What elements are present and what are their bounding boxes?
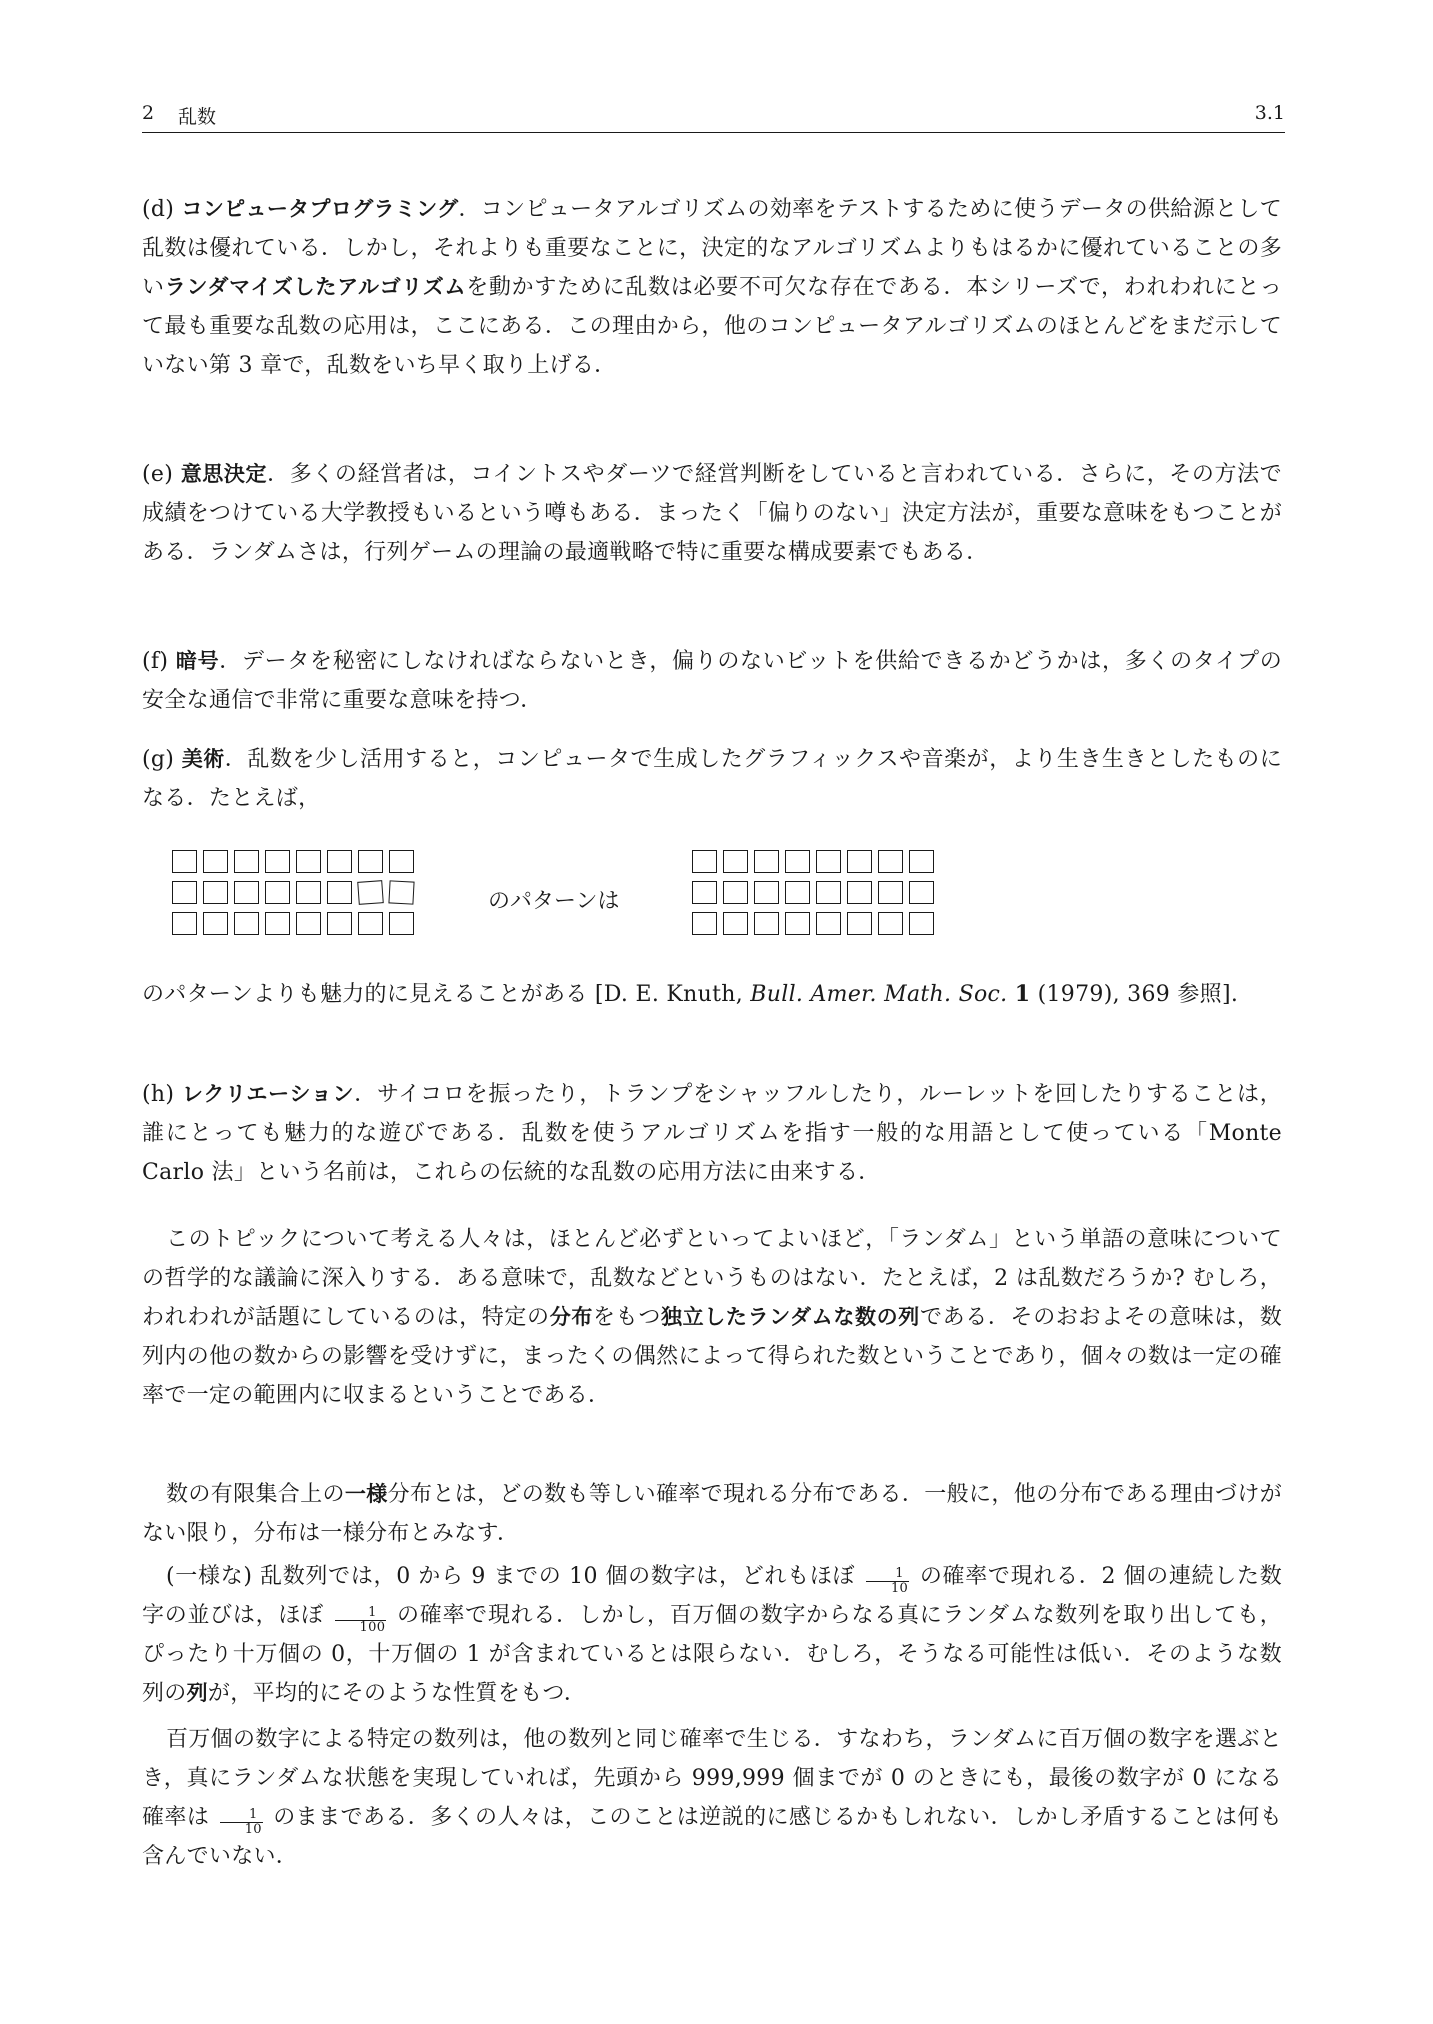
square [203, 912, 228, 935]
pattern-grid-irregular [172, 850, 414, 943]
square [723, 881, 748, 904]
square [265, 881, 290, 904]
square [785, 912, 810, 935]
square [909, 850, 934, 873]
square [234, 850, 259, 873]
p1-text-c: をもつ [593, 1305, 661, 1330]
item-d-label: (d) [142, 197, 175, 222]
citation-rest: (1979), 369 参照]. [1030, 982, 1239, 1007]
square [234, 881, 259, 904]
item-g-continued [142, 975, 1282, 1014]
square [327, 850, 352, 873]
square [388, 880, 414, 904]
header-rule [142, 132, 1285, 133]
paragraph-3 [142, 1557, 1282, 1713]
pattern-row [692, 912, 934, 935]
item-h-label: (h) [142, 1082, 175, 1107]
journal-volume: 1 [1014, 981, 1031, 1007]
pattern-row [692, 850, 934, 873]
square [878, 912, 903, 935]
fraction-numerator: 1 [866, 1567, 909, 1582]
item-e-text: ．多くの経営者は，コイントスやダーツで経営判断をしていると言われている．さらに，その方法で成績をつけている大学教授もいるという噂もある．まったく「偏りのない」決定方法が，重要な意味をもつことがある．ランダムさは，行列ゲームの理論の最適戦略で特に重要な構成要素でもある． [142, 462, 1282, 565]
square [172, 912, 197, 935]
item-d-term: コンピュータプログラミング [181, 197, 459, 221]
chapter-title: 乱数 [178, 106, 217, 128]
square [692, 881, 717, 904]
pattern-row [692, 881, 934, 904]
p3-text-e: が，平均的にそのような性質をもつ． [207, 1681, 587, 1706]
item-d-term2: ランダマイズしたアルゴリズム [164, 275, 467, 299]
item-e-term: 意思決定 [180, 462, 268, 486]
item-h [142, 1075, 1282, 1192]
pattern-row [172, 912, 414, 935]
fraction-one-hundredth [335, 1606, 387, 1635]
fraction-denominator: 10 [244, 1822, 262, 1837]
item-g-after-text: のパターンよりも魅力的に見えることがある [D. E. Knuth, [142, 982, 751, 1007]
paragraph-1 [142, 1220, 1282, 1415]
square [754, 881, 779, 904]
p1-text-d: である．そのおおよその意味は，数列内の他の数からの影響を受けずに，まったくの偶然によって得られた数ということであり，個々の数は一定の確率で一定の範囲内に収まるということである． [142, 1305, 1282, 1408]
item-g-term: 美術 [181, 747, 225, 771]
square [265, 850, 290, 873]
p3-bold-sequence: 列 [186, 1681, 208, 1705]
square [816, 912, 841, 935]
item-d [142, 190, 1282, 385]
p2-text-a: 数の有限集合上の [166, 1482, 345, 1507]
square [172, 850, 197, 873]
item-f-label: (f) [142, 649, 169, 674]
p1-text-a: このトピックについて考える人々は，ほとんど必ずといってよいほど，「ランダム」という単語の意味についての哲学的な議論に深入りする．ある意味で，乱数などというものはない．たとえば，2 は乱数だろうか? むしろ，われわれが話題にしているのは，特定の [142, 1227, 1282, 1330]
item-d-text1: ．コンピュータアルゴリズムの効率をテストするために使うデータの供給源として乱数は優れている．しかし，それよりも重要なことに，決定的なアルゴリズムよりもはるかに優れていることの多い [142, 197, 1283, 300]
section-number: 3.1 [1254, 102, 1285, 124]
fraction-numerator: 1 [220, 1808, 263, 1823]
item-f-term: 暗号 [175, 649, 220, 673]
square [172, 881, 197, 904]
journal-name: Bull. Amer. Math. Soc. [750, 982, 1008, 1007]
square [723, 850, 748, 873]
square [847, 912, 872, 935]
square [909, 912, 934, 935]
pattern-row [172, 881, 414, 904]
p1-bold-sequence: 独立したランダムな数の列 [660, 1305, 920, 1329]
paragraph-2 [142, 1475, 1282, 1553]
fraction-numerator: 1 [335, 1606, 387, 1621]
chapter-number: 2 [142, 102, 155, 124]
item-f [142, 642, 1282, 720]
square [692, 850, 717, 873]
pattern-label: のパターンは [488, 889, 620, 914]
square [909, 881, 934, 904]
p2-text-c: 分布とは，どの数も等しい確率で現れる分布である．一般に，他の分布である理由づけがない限り，分布は一様分布とみなす． [142, 1482, 1282, 1546]
fraction-denominator: 100 [359, 1620, 386, 1635]
square [754, 850, 779, 873]
paragraph-4 [142, 1720, 1282, 1876]
square [327, 881, 352, 904]
p4-text-a: 百万個の数字による特定の数列は，他の数列と同じ確率で生じる．すなわち，ランダムに百万個の数字を選ぶとき，真にランダムな状態を実現していれば，先頭から 999,999 個までが 0 のときにも，最後の数字が 0 になる確率は [142, 1727, 1282, 1830]
p2-bold-uniform: 一様 [344, 1482, 388, 1506]
square [847, 850, 872, 873]
item-g-text: ．乱数を少し活用すると，コンピュータで生成したグラフィックスや音楽が，より生き生きとしたものになる．たとえば， [142, 747, 1283, 811]
square [723, 912, 748, 935]
square [389, 850, 414, 873]
square [265, 912, 290, 935]
square [358, 912, 383, 935]
pattern-grid-regular [692, 850, 934, 943]
square [878, 850, 903, 873]
fraction-denominator: 10 [890, 1581, 909, 1596]
p4-text-b: のままである．多くの人々は，このことは逆説的に感じるかもしれない．しかし矛盾することは何も含んでいない． [142, 1805, 1283, 1869]
square [816, 850, 841, 873]
square [785, 850, 810, 873]
p3-text-a: (一様な) 乱数列では，0 から 9 までの 10 個の数字は，どれもほぼ [166, 1564, 856, 1589]
square [878, 881, 903, 904]
square [692, 912, 717, 935]
item-e [142, 455, 1282, 572]
fraction-one-tenth [220, 1808, 263, 1837]
square [296, 881, 321, 904]
square [234, 912, 259, 935]
square [785, 881, 810, 904]
p3-text-b: の確率で現れる．2 個の連続した数字の並びは，ほぼ [142, 1564, 1283, 1628]
item-e-label: (e) [142, 462, 174, 487]
item-h-text: ．サイコロを振ったり，トランプをシャッフルしたり，ルーレットを回したりすることは，誰にとっても魅力的な遊びである．乱数を使うアルゴリズムを指す一般的な用語として使っている「Monte Carlo 法」という名前は，これらの伝統的な乱数の応用方法に由来する． [142, 1082, 1282, 1185]
item-h-term: レクリエーション [182, 1082, 355, 1106]
square [389, 912, 414, 935]
square [327, 912, 352, 935]
item-f-text: ．データを秘密にしなければならないとき，偏りのないビットを供給できるかどうかは，多くのタイプの安全な通信で非常に重要な意味を持つ． [142, 649, 1283, 713]
fraction-one-tenth [866, 1567, 909, 1596]
square [357, 880, 384, 905]
page-header [142, 102, 1285, 128]
p1-bold-distribution: 分布 [549, 1305, 594, 1329]
p3-text-c: の確率で現れる．しかし，百万個の数字からなる真にランダムな数列を取り出しても，ぴったり十万個の 0，十万個の 1 が含まれているとは限らない．むしろ，そうなる可能性は低い．そのような数列の [142, 1603, 1283, 1706]
item-g-label: (g) [142, 747, 175, 772]
square [847, 881, 872, 904]
square [754, 912, 779, 935]
pattern-row [172, 850, 414, 873]
square [816, 881, 841, 904]
square [203, 881, 228, 904]
item-d-text2: を動かすために乱数は必要不可欠な存在である．本シリーズで，われわれにとって最も重要な乱数の応用は，ここにある．この理由から，他のコンピュータアルゴリズムのほとんどをまだ示していない第 3 章で，乱数をいち早く取り上げる． [142, 275, 1282, 378]
square [203, 850, 228, 873]
item-g [142, 740, 1282, 818]
square [296, 912, 321, 935]
square [358, 850, 383, 873]
square [296, 850, 321, 873]
